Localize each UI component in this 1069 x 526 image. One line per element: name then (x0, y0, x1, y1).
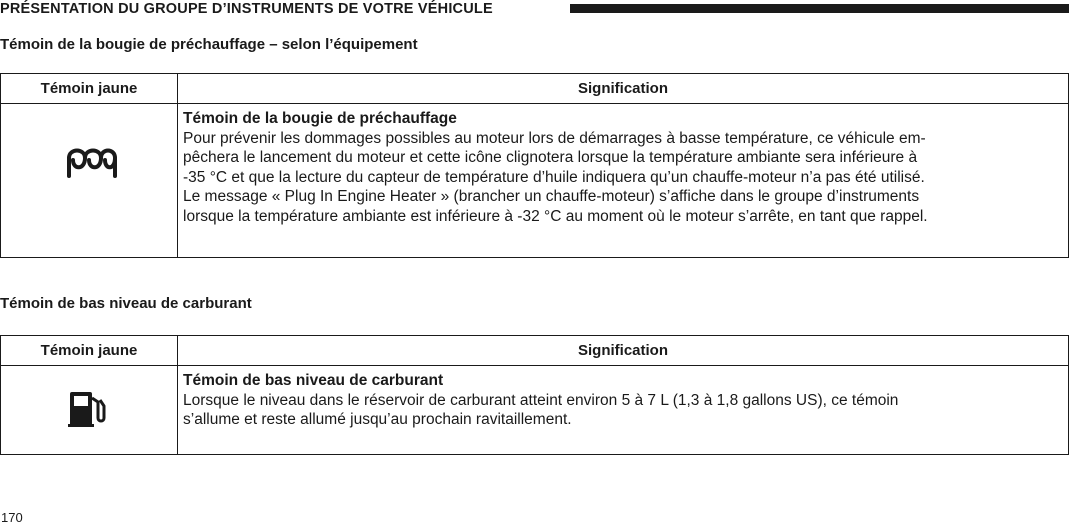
meaning-cell (178, 104, 1069, 258)
glow-plug-icon (65, 146, 119, 180)
indicator-title: Témoin de la bougie de préchauffage (183, 110, 457, 127)
table-row (1, 104, 1069, 258)
description-line: s’allume et reste allumé jusqu’au prochain ravitaillement. (183, 411, 572, 429)
description-line: Le message « Plug In Engine Heater » (brancher un chauffe-moteur) s’affiche dans le groupe d’instruments (183, 188, 920, 206)
table-row (1, 366, 1069, 455)
description-line: -35 °C et que la lecture du capteur de température d’huile indiquera qu’un chauffe-moteur n’a pas été utilisé. (183, 168, 925, 186)
low-fuel-table (0, 335, 1069, 455)
page-number: 170 (1, 510, 23, 525)
header-title: PRÉSENTATION DU GROUPE D’INSTRUMENTS DE VOTRE VÉHICULE (0, 1, 493, 17)
description-line: Lorsque le niveau dans le réservoir de carburant atteint environ 5 à 7 L (1,3 à 1,8 gallons US), ce témoin (183, 391, 899, 409)
column-header-meaning: Signification (178, 74, 1069, 104)
page-header (0, 0, 1069, 20)
indicator-title: Témoin de bas niveau de carburant (183, 372, 444, 389)
description-line: Pour prévenir les dommages possibles au moteur lors de démarrages à basse température, ce véhicule em- (183, 129, 926, 147)
section-heading-glow-plug: Témoin de la bougie de préchauffage – selon l’équipement (0, 36, 418, 53)
table-header-row (1, 74, 1069, 104)
description-line: lorsque la température ambiante est inférieure à -32 °C au moment où le moteur s’arrête, en tant que rappel. (183, 207, 928, 225)
meaning-cell (178, 366, 1069, 455)
column-header-meaning: Signification (178, 336, 1069, 366)
section-heading-low-fuel: Témoin de bas niveau de carburant (0, 295, 252, 312)
indicator-cell (1, 104, 178, 258)
description-line: pêchera le lancement du moteur et cette icône clignotera lorsque la température ambiante sera inférieure à (183, 149, 918, 167)
column-header-indicator: Témoin jaune (1, 336, 178, 366)
glow-plug-table (0, 73, 1069, 258)
table-header-row (1, 336, 1069, 366)
header-rule (570, 4, 1069, 13)
indicator-cell (1, 366, 178, 455)
fuel-pump-icon (68, 388, 108, 428)
column-header-indicator: Témoin jaune (1, 74, 178, 104)
